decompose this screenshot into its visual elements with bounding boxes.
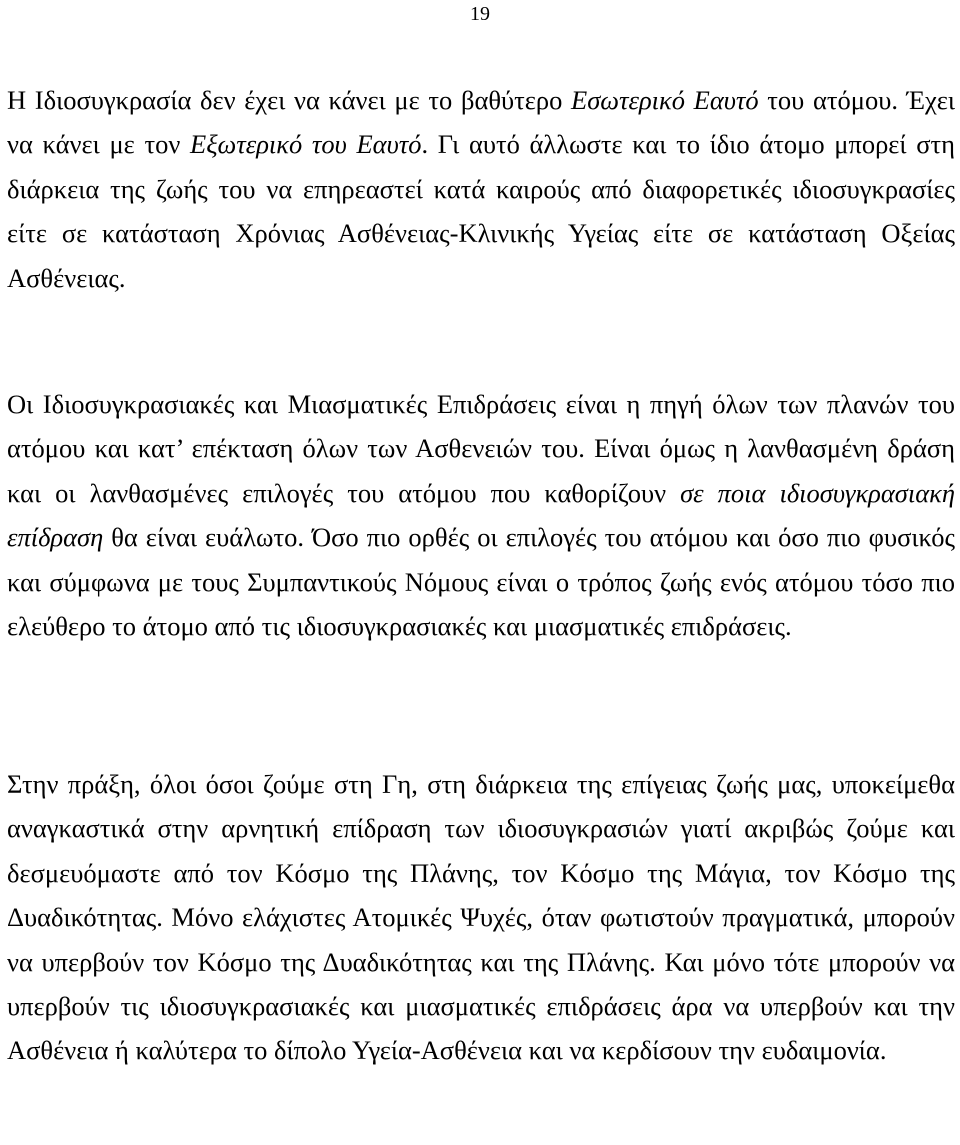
paragraph-temperament-definition: [7, 78, 955, 300]
paragraph-miasmatic-influences: [7, 382, 955, 648]
italic-run: Εσωτερικό Εαυτό: [571, 85, 759, 115]
text-run: του ατόμου. Έχει να κάνει με τον: [7, 85, 955, 160]
italic-run: σε ποια ιδιοσυγκρασιακή επίδραση: [7, 477, 955, 553]
text-run: Οι Ιδιοσυγκρασιακές και Μιασματικές Επιδράσεις είναι η πηγή όλων των πλανών του ατόμου και κατ’ επέκταση όλων των Ασθενειών του. Είναι όμως η λανθασμένη δράση και οι λανθασμένες επιλογές του ατόμου που καθορίζουν: [7, 389, 955, 508]
text-run: θα είναι ευάλωτο. Όσο πιο ορθές οι επιλογές του ατόμου και όσο πιο φυσικός και σύμφωνα με τους Συμπαντικούς Νόμους είναι ο τρόπος ζωής ενός ατόμου τόσο πιο ελεύθερο το άτομο από τις ιδιοσυγκρασιακές και μιασματικές επιδράσεις.: [7, 522, 955, 642]
paragraph-in-practice: [7, 762, 955, 1073]
italic-run: Εξωτερικό του Εαυτό: [190, 129, 422, 160]
text-run: . Γι αυτό άλλωστε και το ίδιο άτομο μπορεί στη διάρκεια της ζωής του να επηρεαστεί κατά καιρούς από διαφορετικές ιδιοσυγκρασίες είτε σε κατάσταση Χρόνιας Ασθένειας-Κλινικής Υγείας είτε σε κατάσταση Οξείας Ασθένειας.: [7, 129, 956, 293]
text-run: Η Ιδιοσυγκρασία δεν έχει να κάνει με το βαθύτερο: [7, 85, 572, 115]
text-run: Στην πράξη, όλοι όσοι ζούμε στη Γη, στη διάρκεια της επίγειας ζωής μας, υποκείμεθα αναγκαστικά στην αρνητική επίδραση των ιδιοσυγκρασιών γιατί ακριβώς ζούμε και δεσμευόμαστε από τον Κόσμο της Πλάνης, τον Κόσμο της Μάγια, τον Κόσμο της Δυαδικότητας. Μόνο ελάχιστες Ατομικές Ψυχές, όταν φωτιστούν πραγματικά, μπορούν να υπερβούν τον Κόσμο της Δυαδικότητας και της Πλάνης. Και μόνο τότε μπορούν να υπερβούν τις ιδιοσυγκρασιακές και μιασματικές επιδράσεις άρα να υπερβούν και την Ασθένεια ή καλύτερα το δίπολο Υγεία-Ασθένεια και να κερδίσουν την ευδαιμονία.: [7, 769, 955, 1066]
page-number: 19: [470, 3, 490, 25]
